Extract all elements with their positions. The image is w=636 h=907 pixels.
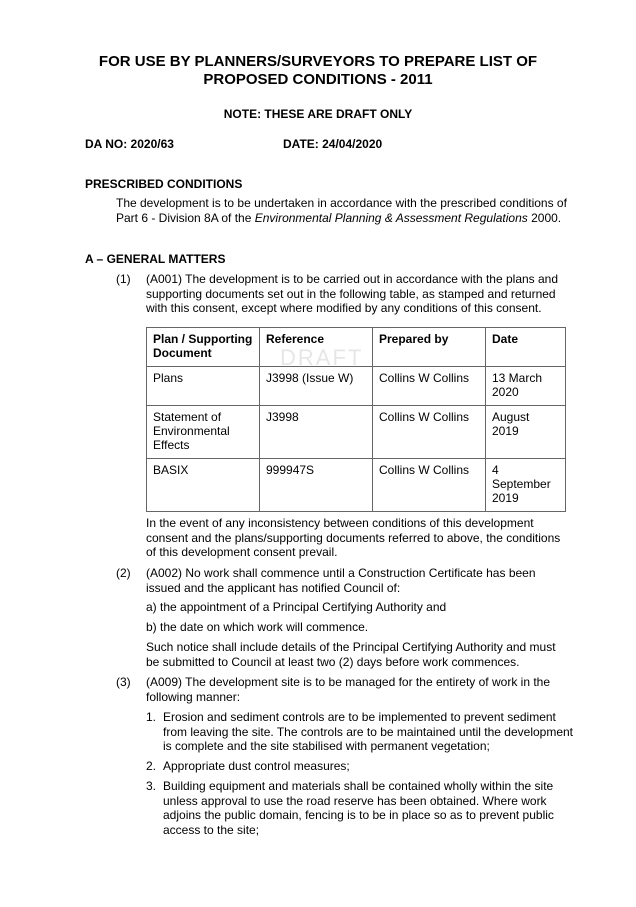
table-row	[147, 406, 566, 459]
table-cell: Plans	[147, 367, 260, 406]
draft-note: NOTE: THESE ARE DRAFT ONLY	[223, 107, 413, 121]
list-item: Building equipment and materials shall be contained wholly within the site unless approval to use the road reserve has been obtained. Where work adjoins the public domain, fencing is to be in place so as to prevent public access to the site;	[163, 779, 554, 837]
condition-2-after: Such notice shall include details of the Principal Certifying Authority and must be submitted to Council at least two (2) days before work commences.	[146, 640, 556, 669]
plans-table	[146, 327, 566, 512]
table-header-row	[147, 328, 566, 367]
list-item: Appropriate dust control measures;	[163, 759, 350, 773]
table-cell: August 2019	[486, 406, 566, 459]
condition-1-number: (1)	[116, 272, 131, 286]
prescribed-text: The development is to be undertaken in accordance with the prescribed conditions of Part 6 - Division 8A of the Environmental Planning & Assessment Regulations 2000.	[116, 196, 567, 225]
table-row	[147, 459, 566, 512]
condition-2-number: (2)	[116, 566, 131, 580]
condition-2-item-b: b) the date on which work will commence.	[146, 620, 369, 634]
table-header: Prepared by	[373, 328, 486, 367]
condition-3-number: (3)	[116, 675, 131, 689]
table-cell: Statement of Environmental Effects	[147, 406, 260, 459]
da-number: DA NO: 2020/63	[85, 137, 174, 151]
condition-1-text: (A001) The development is to be carried out in accordance with the plans and supporting documents set out in the following table, as stamped and returned with this consent, except where modified by any conditions of this consent.	[146, 272, 559, 315]
table-header: Plan / Supporting Document	[147, 328, 260, 367]
section-a-heading: A – GENERAL MATTERS	[85, 252, 226, 266]
condition-2-text: (A002) No work shall commence until a Construction Certificate has been issued and the applicant has notified Council of:	[146, 566, 536, 595]
table-cell: BASIX	[147, 459, 260, 512]
table-cell: J3998 (Issue W)	[260, 367, 373, 406]
table-cell: Collins W Collins	[373, 367, 486, 406]
draft-watermark: DRAFT	[280, 345, 364, 370]
table-row	[147, 367, 566, 406]
list-item-number: 1.	[146, 710, 157, 724]
table-cell: Collins W Collins	[373, 459, 486, 512]
condition-3-text: (A009) The development site is to be managed for the entirety of work in the following manner:	[146, 675, 551, 704]
condition-2-item-a: a) the appointment of a Principal Certifying Authority and	[146, 600, 447, 614]
list-item-number: 2.	[146, 759, 157, 773]
prescribed-heading: PRESCRIBED CONDITIONS	[85, 177, 243, 191]
list-item-number: 3.	[146, 779, 157, 793]
document-date: DATE: 24/04/2020	[283, 137, 383, 151]
table-header: Date	[486, 328, 566, 367]
table-cell: Collins W Collins	[373, 406, 486, 459]
document-title: FOR USE BY PLANNERS/SURVEYORS TO PREPARE LIST OF PROPOSED CONDITIONS - 2011	[98, 53, 538, 88]
table-cell: 13 March 2020	[486, 367, 566, 406]
table-header: Reference	[260, 328, 373, 367]
table-cell: 999947S	[260, 459, 373, 512]
list-item: Erosion and sediment controls are to be implemented to prevent sediment from leaving the site. The controls are to be maintained until the development is complete and the site stabilised with permanent vegetation;	[163, 710, 574, 753]
condition-1-after: In the event of any inconsistency between conditions of this development consent and the plans/supporting documents referred to above, the conditions of this development consent prevail.	[146, 516, 561, 559]
table-cell: 4 September 2019	[486, 459, 566, 512]
table-cell: J3998	[260, 406, 373, 459]
